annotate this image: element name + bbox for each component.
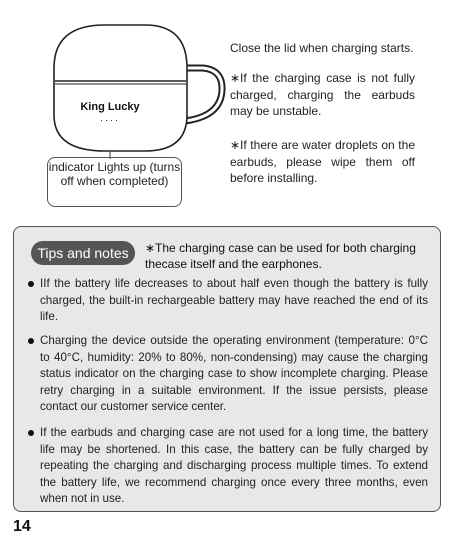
instruction-water-droplets: ∗If there are water droplets on the earbuds, please wipe them off before installing.	[230, 138, 415, 185]
tip-text: If the earbuds and charging case are not used for a long time, the battery life may be shortened. In this case, the battery can be fully charged by repeating the charging and discharging process multiple times. To extend the battery life, we recommend charging once every three months, even when not in use.	[40, 426, 428, 505]
case-body	[54, 25, 187, 151]
bullet-icon	[28, 338, 34, 344]
tip-text: Charging the device outside the operating environment (temperature: 0°C to 40°C, humidity: 20% to 80%, non-condensing) may cause the charging status indicator on the charging case to show incomplete charging. Please retry charging in a suitable environment. If the issue persists, please contact our customer service center.	[40, 334, 428, 413]
tip-item	[28, 276, 428, 326]
tip-item	[28, 333, 428, 416]
case-brand-label: King Lucky	[80, 101, 140, 113]
charging-case-illustration	[45, 18, 230, 168]
bullet-icon	[28, 281, 34, 287]
indicator-callout: indicator Lights up (turns off when completed)	[47, 157, 182, 207]
tip-item	[28, 425, 428, 508]
page-number: 14	[13, 518, 31, 535]
bullet-icon	[28, 430, 34, 436]
indicator-lights: ····	[100, 115, 120, 125]
tips-note: ∗The charging case can be used for both charging thecase itself and the earphones.	[145, 241, 416, 271]
instruction-case-not-full: ∗If the charging case is not fully charged, charging the earbuds may be unstable.	[230, 71, 415, 118]
tips-label: Tips and notes	[31, 241, 135, 265]
instruction-close-lid: Close the lid when charging starts.	[230, 41, 414, 55]
tip-text: IIf the battery life decreases to about half even though the battery is fully charged, the built-in rechargeable battery may have reached the end of its life.	[40, 277, 428, 323]
